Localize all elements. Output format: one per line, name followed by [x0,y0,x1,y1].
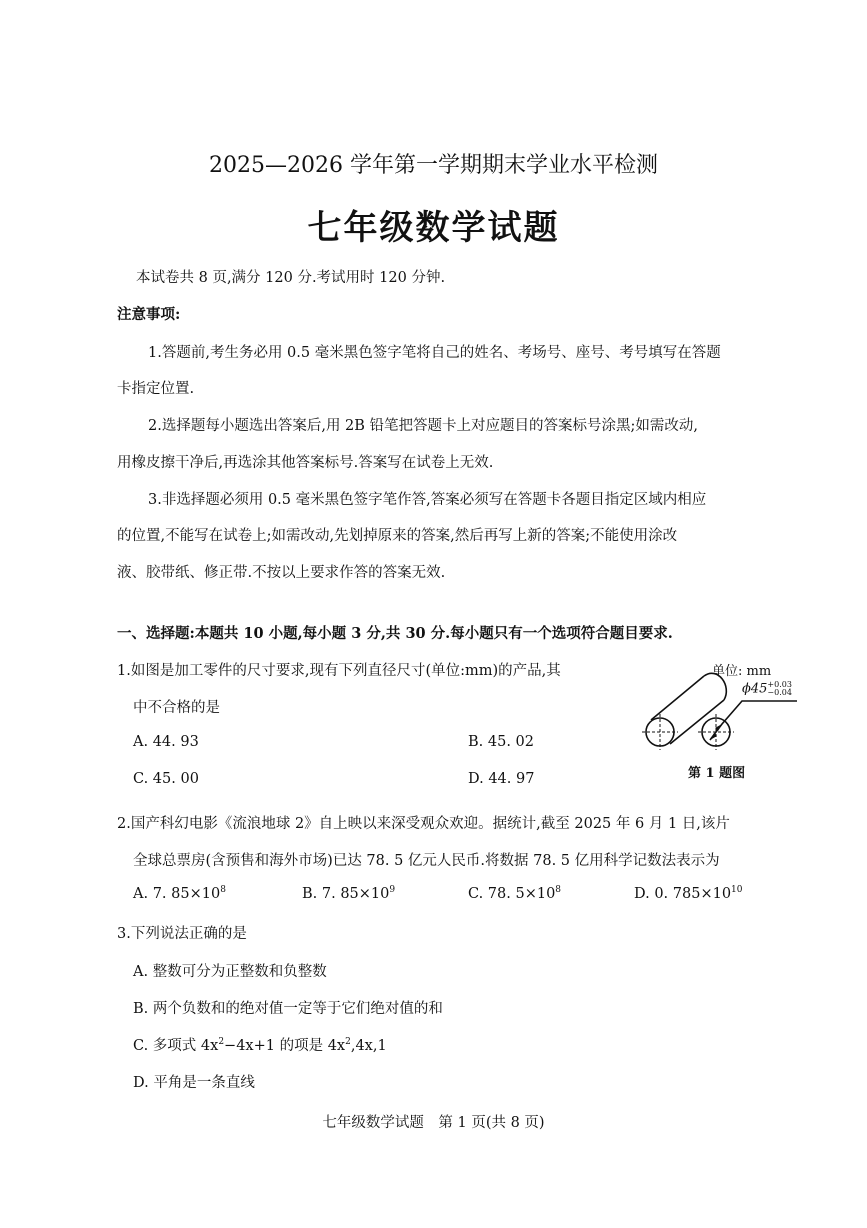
q2-c-base: C. 78. 5×10 [468,886,556,902]
note-2-line-2: 用橡皮擦干净后,再选涂其他答案标号.答案写在试卷上无效. [117,455,494,471]
q3-option-a: A. 整数可分为正整数和负整数 [133,964,327,980]
note-3-line-2: 的位置,不能写在试卷上;如需改动,先划掉原来的答案,然后再写上新的答案;不能使用涂改 [117,528,678,544]
tolerance-upper: +0.03 [767,680,792,689]
q3-c-part-1: C. 多项式 4x [133,1038,219,1054]
q1-stem-line-2: 中不合格的是 [133,700,220,716]
note-1-line-1: 1.答题前,考生务必用 0.5 毫米黑色签字笔将自己的姓名、考场号、座号、考号填写在答题 [148,345,721,361]
section-1-heading: 一、选择题:本题共 10 小题,每小题 3 分,共 30 分.每小题只有一个选项符合题目要求. [117,625,673,642]
q3-c-sup-1: 2 [218,1037,225,1047]
q1-stem-line-1: 1.如图是加工零件的尺寸要求,现有下列直径尺寸(单位:mm)的产品,其 [117,663,561,679]
q2-b-exp: 9 [389,885,396,895]
figure-caption: 第 1 题图 [688,766,746,781]
q2-option-b [302,885,395,902]
note-1-line-2: 卡指定位置. [117,381,195,397]
figure-tolerance [767,681,792,697]
page-footer: 七年级数学试题 第 1 页(共 8 页) [322,1115,545,1131]
intro-text: 本试卷共 8 页,满分 120 分.考试用时 120 分钟. [136,270,446,286]
notes-heading: 注意事项: [117,306,181,323]
q2-a-base: A. 7. 85×10 [133,886,221,902]
q2-b-base: B. 7. 85×10 [302,886,390,902]
q1-option-a: A. 44. 93 [133,734,199,750]
q2-c-exp: 8 [555,885,562,895]
q3-c-sup-2: 2 [345,1037,351,1047]
figure-diameter: ϕ45 [742,681,768,697]
figure-unit-label: 单位: mm [712,664,772,679]
q3-c-part-2: −4x+1 的项是 4x [224,1038,346,1054]
note-3-line-1: 3.非选择题必须用 0.5 毫米黑色签字笔作答,答案必须写在答题卡各题目指定区域内相应 [148,492,707,508]
q3-option-b: B. 两个负数和的绝对值一定等于它们绝对值的和 [133,1001,443,1017]
q2-d-base: D. 0. 785×10 [634,886,732,902]
q3-c-part-3: ,4x,1 [350,1038,387,1054]
note-2-line-1: 2.选择题每小题选出答案后,用 2B 铅笔把答题卡上对应题目的答案标号涂黑;如需改动, [148,418,699,434]
q2-d-exp: 10 [731,885,743,895]
tolerance-lower: −0.04 [767,688,792,697]
q2-a-exp: 8 [220,885,226,895]
q3-option-d: D. 平角是一条直线 [133,1075,255,1091]
q3-stem: 3.下列说法正确的是 [117,926,247,942]
figure-dimension-label [742,681,792,697]
term-title: 2025—2026 学年第一学期期末学业水平检测 [209,153,658,178]
q2-option-d [634,885,743,902]
paper-title: 七年级数学试题 [307,208,560,248]
q3-option-c [133,1034,387,1055]
q1-option-d: D. 44. 97 [468,771,535,787]
q2-option-a [133,885,226,902]
q2-stem-line-2: 全球总票房(含预售和海外市场)已达 78. 5 亿元人民币.将数据 78. 5 亿用科学记数法表示为 [133,853,720,869]
q1-option-b: B. 45. 02 [468,734,534,750]
note-3-line-3: 液、胶带纸、修正带.不按以上要求作答的答案无效. [117,565,446,581]
q1-option-c: C. 45. 00 [133,771,199,787]
q2-stem-line-1: 2.国产科幻电影《流浪地球 2》自上映以来深受观众欢迎。据统计,截至 2025 年 6 月 1 日,该片 [117,816,730,832]
q2-option-c [468,885,561,902]
